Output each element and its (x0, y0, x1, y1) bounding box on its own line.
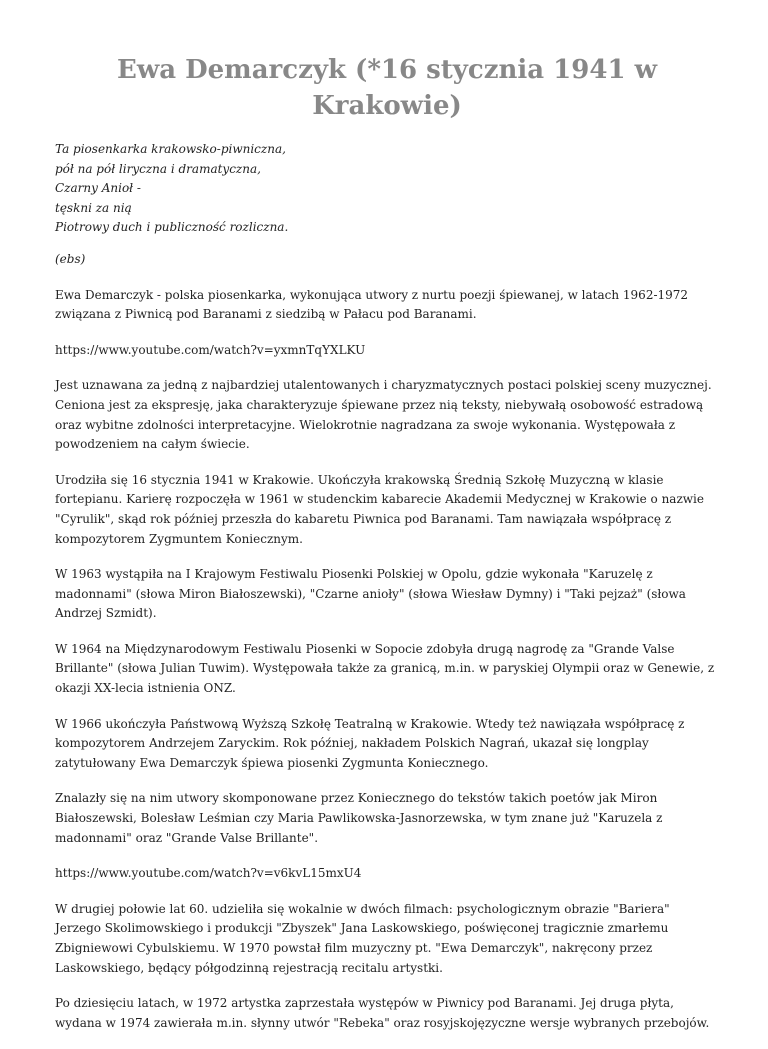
youtube-link-2[interactable]: https://www.youtube.com/watch?v=v6kvL15mxU4 (55, 866, 362, 881)
paragraph-1966: W 1966 ukończyła Państwową Wyższą Szkołę Teatralną w Krakowie. Wtedy też nawiązała współpracę z kompozytorem Andrzejem Zaryckim. Rok później, nakładem Polskich Nagrań, ukazał się longplay zatytułowany Ewa Demarczyk śpiewa piosenki Zygmunta Koniecznego. (55, 716, 685, 770)
paragraph-intro: Ewa Demarczyk - polska piosenkarka, wykonująca utwory z nurtu poezji śpiewanej, w latach 1962-1972 związana z Piwnicą pod Baranami z siedzibą w Pałacu pod Baranami. (55, 287, 689, 322)
poem-line: Piotrowy duch i publiczność rozliczna. (55, 220, 289, 235)
poem-line: Czarny Anioł - (55, 181, 141, 196)
paragraph-films: W drugiej połowie lat 60. udzieliła się wokalnie w dwóch filmach: psychologicznym obrazie "Bariera" Jerzego Skolimowskiego i produkcji "Zbyszek" Jana Laskowskiego, poświęconej tragicznie zmarłemu Zbigniewowi Cybulskiemu. W 1970 powstał film muzyczny pt. "Ewa Demarczyk", nakręcony przez Laskowskiego, będący półgodzinną rejestracją recitalu artystki. (55, 901, 670, 975)
paragraph-early-life: Urodziła się 16 stycznia 1941 w Krakowie. Ukończyła krakowską Średnią Szkołę Muzyczną w klasie fortepianu. Karierę rozpoczęła w 1961 w studenckim kabarecie Akademii Medycznej w Krakowie o nazwie "Cyrulik", skąd rok później przeszła do kabaretu Piwnica pod Baranami. Tam nawiązała współpracę z kompozytorem Zygmuntem Koniecznym. (55, 472, 704, 546)
poem-line: pół na pół liryczna i dramatyczna, (55, 161, 261, 176)
youtube-link-1[interactable]: https://www.youtube.com/watch?v=yxmnTqYXLKU (55, 342, 366, 357)
paragraph-reputation: Jest uznawana za jedną z najbardziej utalentowanych i charyzmatycznych postaci polskiej sceny muzycznej. Ceniona jest za ekspresję, jaka charakteryzuje śpiewane przez nią teksty, niebywałą osobowość estradową oraz wybitne zdolności interpretacyjne. Wielokrotnie nagradzana za swoje wykonania. Występowała z powodzeniem na całym świecie. (55, 378, 712, 452)
paragraph-opole-1963: W 1963 wystąpiła na I Krajowym Festiwalu Piosenki Polskiej w Opolu, gdzie wykonała "Karuzelę z madonnami" (słowa Miron Białoszewski), "Czarne anioły" (słowa Wiesław Dymny) i "Taki pejzaż" (słowa Andrzej Szmidt). (55, 567, 686, 621)
poem (55, 140, 719, 238)
poem-author: (ebs) (55, 251, 86, 266)
paragraph-sopot-1964: W 1964 na Międzynarodowym Festiwalu Piosenki w Sopocie zdobyła drugą nagrodę za "Grande Valse Brillante" (słowa Julian Tuwim). Występowała także za granicą, m.in. w paryskiej Olympii oraz w Genewie, z okazji XX-lecia istnienia ONZ. (55, 641, 715, 696)
poem-line: tęskni za nią (55, 200, 132, 215)
paragraph-1972: Po dziesięciu latach, w 1972 artystka zaprzestała występów w Piwnicy pod Baranami. Jej druga płyta, wydana w 1974 zawierała m.in. słynny utwór "Rebeka" oraz rosyjskojęzyczne wersje wybranych przebojów. (55, 996, 710, 1030)
poem-line: Ta piosenkarka krakowsko-piwniczna, (55, 142, 286, 156)
document-page (55, 52, 719, 1049)
paragraph-album: Znalazły się na nim utwory skomponowane przez Koniecznego do tekstów takich poetów jak Miron Białoszewski, Bolesław Leśmian czy Maria Pawlikowska-Jasnorzewska, w tym znane już "Karuzela z madonnami" oraz "Grande Valse Brillante". (55, 791, 663, 845)
page-title: Ewa Demarczyk (*16 stycznia 1941 w Krakowie) (117, 55, 657, 121)
